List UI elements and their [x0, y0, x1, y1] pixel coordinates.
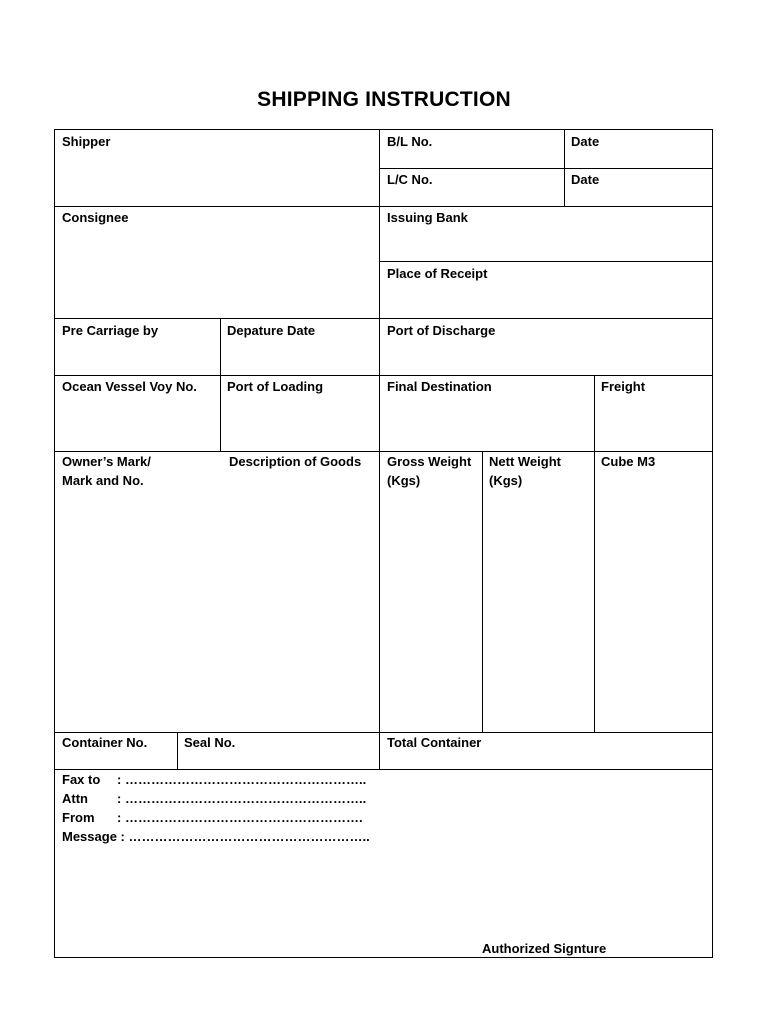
final-destination-label: Final Destination: [387, 379, 492, 394]
attn-value: ………………………………………………..: [124, 791, 367, 806]
pre-carriage-by-label: Pre Carriage by: [62, 323, 159, 338]
lc-no-label: L/C No.: [387, 172, 433, 187]
lc-date-label: Date: [571, 172, 600, 187]
attn-line: [62, 789, 366, 808]
total-container-field[interactable]: [380, 733, 713, 769]
attn-label: Attn: [62, 791, 88, 806]
authorized-signature-label: Authorized Signture: [482, 941, 607, 956]
seal-no-label: Seal No.: [184, 735, 236, 750]
lc-no-field[interactable]: [380, 169, 564, 206]
bl-date-label: Date: [571, 134, 600, 149]
place-of-receipt-label: Place of Receipt: [387, 266, 488, 281]
gross-weight-unit-label: (Kgs): [387, 473, 421, 488]
marks-and-goods-field[interactable]: [55, 452, 379, 732]
message-line: [62, 827, 370, 846]
departure-date-label: Depature Date: [227, 323, 316, 338]
container-no-label: Container No.: [62, 735, 148, 750]
fax-to-line: [62, 770, 366, 789]
fax-to-value: ………………………………………………..: [124, 772, 367, 787]
port-of-loading-label: Port of Loading: [227, 379, 324, 394]
container-no-field[interactable]: [55, 733, 177, 769]
issuing-bank-label: Issuing Bank: [387, 210, 468, 225]
total-container-label: Total Container: [387, 735, 482, 750]
gross-weight-label: Gross Weight: [387, 454, 472, 469]
port-of-loading-field[interactable]: [221, 376, 379, 451]
attn-sep: :: [117, 791, 122, 806]
from-sep: :: [117, 810, 122, 825]
message-value: ………………………………………………..: [128, 829, 370, 844]
lc-date-field[interactable]: [565, 169, 713, 206]
fax-to-sep: :: [117, 772, 122, 787]
from-line: [62, 808, 363, 827]
seal-no-field[interactable]: [178, 733, 379, 769]
nett-weight-field[interactable]: [483, 452, 594, 732]
place-of-receipt-field[interactable]: [380, 262, 713, 318]
mark-and-no-label: Mark and No.: [62, 473, 144, 488]
contact-section[interactable]: [55, 770, 713, 958]
shipper-label: Shipper: [62, 134, 111, 149]
bl-date-field[interactable]: [565, 130, 713, 168]
description-of-goods-label: Description of Goods: [229, 454, 362, 469]
shipping-instruction-form: [54, 129, 713, 958]
gross-weight-field[interactable]: [380, 452, 482, 732]
shipper-field[interactable]: [55, 130, 379, 206]
nett-weight-label: Nett Weight: [489, 454, 561, 469]
message-sep: :: [120, 829, 125, 844]
port-of-discharge-label: Port of Discharge: [387, 323, 496, 338]
ocean-vessel-voy-no-label: Ocean Vessel Voy No.: [62, 379, 197, 394]
pre-carriage-by-field[interactable]: [55, 319, 220, 375]
owners-mark-label: Owner’s Mark/: [62, 454, 151, 469]
cube-m3-label: Cube M3: [601, 454, 656, 469]
cube-m3-field[interactable]: [595, 452, 713, 732]
page-title: SHIPPING INSTRUCTION: [257, 88, 511, 111]
ocean-vessel-voy-no-field[interactable]: [55, 376, 220, 451]
from-label: From: [62, 810, 95, 825]
from-value: ……………………………………………….: [124, 810, 363, 825]
port-of-discharge-field[interactable]: [380, 319, 713, 375]
freight-label: Freight: [601, 379, 646, 394]
freight-field[interactable]: [595, 376, 713, 451]
consignee-field[interactable]: [55, 207, 379, 318]
message-label: Message: [62, 829, 117, 844]
issuing-bank-field[interactable]: [380, 207, 713, 261]
bl-no-field[interactable]: [380, 130, 564, 168]
nett-weight-unit-label: (Kgs): [489, 473, 523, 488]
departure-date-field[interactable]: [221, 319, 379, 375]
final-destination-field[interactable]: [380, 376, 594, 451]
consignee-label: Consignee: [62, 210, 129, 225]
bl-no-label: B/L No.: [387, 134, 433, 149]
fax-to-label: Fax to: [62, 772, 101, 787]
